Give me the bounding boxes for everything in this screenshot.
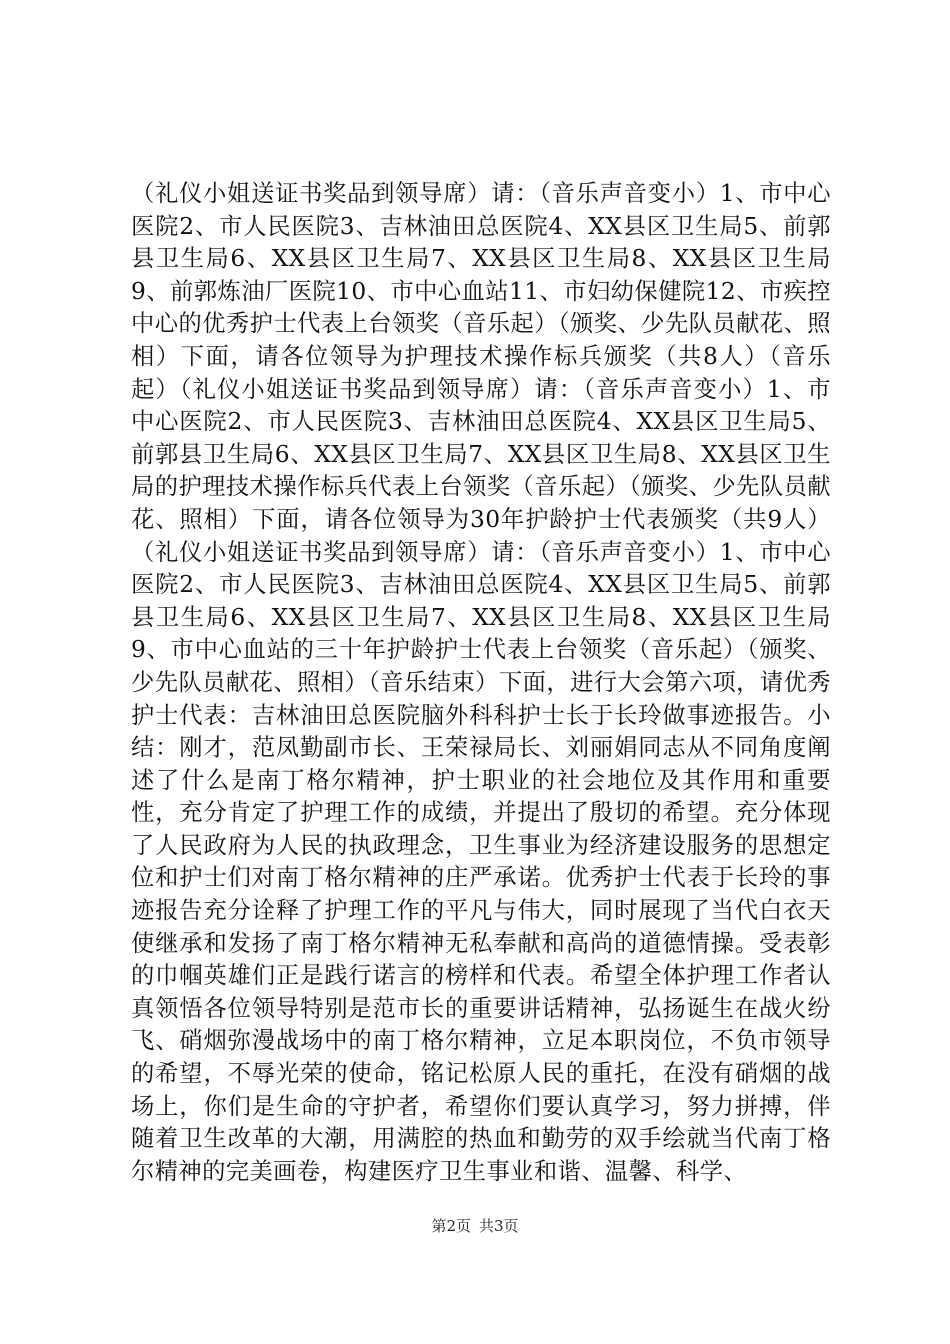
page-footer — [0, 1216, 950, 1236]
page-total: 共3页 — [479, 1217, 519, 1235]
body-paragraph: （礼仪小姐送证书奖品到领导席）请：（音乐声音变小）1、市中心医院2、市人民医院3、吉林油田总医院4、XX县区卫生局5、前郭县卫生局6、XX县区卫生局7、XX县区卫生局8、XX县区卫生局9、前郭炼油厂医院10、市中心血站11、市妇幼保健院12、市疾控中心的优秀护士代表上台领奖（音乐起）（颁奖、少先队员献花、照相）下面，请各位领导为护理技术操作标兵颁奖（共8人）（音乐起）（礼仪小姐送证书奖品到领导席）请：（音乐声音变小）1、市中心医院2、市人民医院3、吉林油田总医院4、XX县区卫生局5、前郭县卫生局6、XX县区卫生局7、XX县区卫生局8、XX县区卫生局的护理技术操作标兵代表上台领奖（音乐起）（颁奖、少先队员献花、照相）下面，请各位领导为30年护龄护士代表颁奖（共9人）（礼仪小姐送证书奖品到领导席）请：（音乐声音变小）1、市中心医院2、市人民医院3、吉林油田总医院4、XX县区卫生局5、前郭县卫生局6、XX县区卫生局7、XX县区卫生局8、XX县区卫生局9、市中心血站的三十年护龄护士代表上台领奖（音乐起）（颁奖、少先队员献花、照相）（音乐结束）下面，进行大会第六项，请优秀护士代表：吉林油田总医院脑外科科护士长于长玲做事迹报告。小结：刚才，范凤勤副市长、王荣禄局长、刘丽娟同志从不同角度阐述了什么是南丁格尔精神，护士职业的社会地位及其作用和重要性，充分肯定了护理工作的成绩，并提出了殷切的希望。充分体现了人民政府为人民的执政理念，卫生事业为经济建设服务的思想定位和护士们对南丁格尔精神的庄严承诺。优秀护士代表于长玲的事迹报告充分诠释了护理工作的平凡与伟大，同时展现了当代白衣天使继承和发扬了南丁格尔精神无私奉献和高尚的道德情操。受表彰的巾帼英雄们正是践行诺言的榜样和代表。希望全体护理工作者认真领悟各位领导特别是范市长的重要讲话精神，弘扬诞生在战火纷飞、硝烟弥漫战场中的南丁格尔精神，立足本职岗位，不负市领导的希望，不辱光荣的使命，铭记松原人民的重托，在没有硝烟的战场上，你们是生命的守护者，希望你们要认真学习，努力拼搏，伴随着卫生改革的大潮，用满腔的热血和勤劳的双手绘就当代南丁格尔精神的完美画卷，构建医疗卫生事业和谐、温馨、科学、 — [131, 180, 831, 1185]
page-number: 第2页 — [431, 1217, 471, 1235]
